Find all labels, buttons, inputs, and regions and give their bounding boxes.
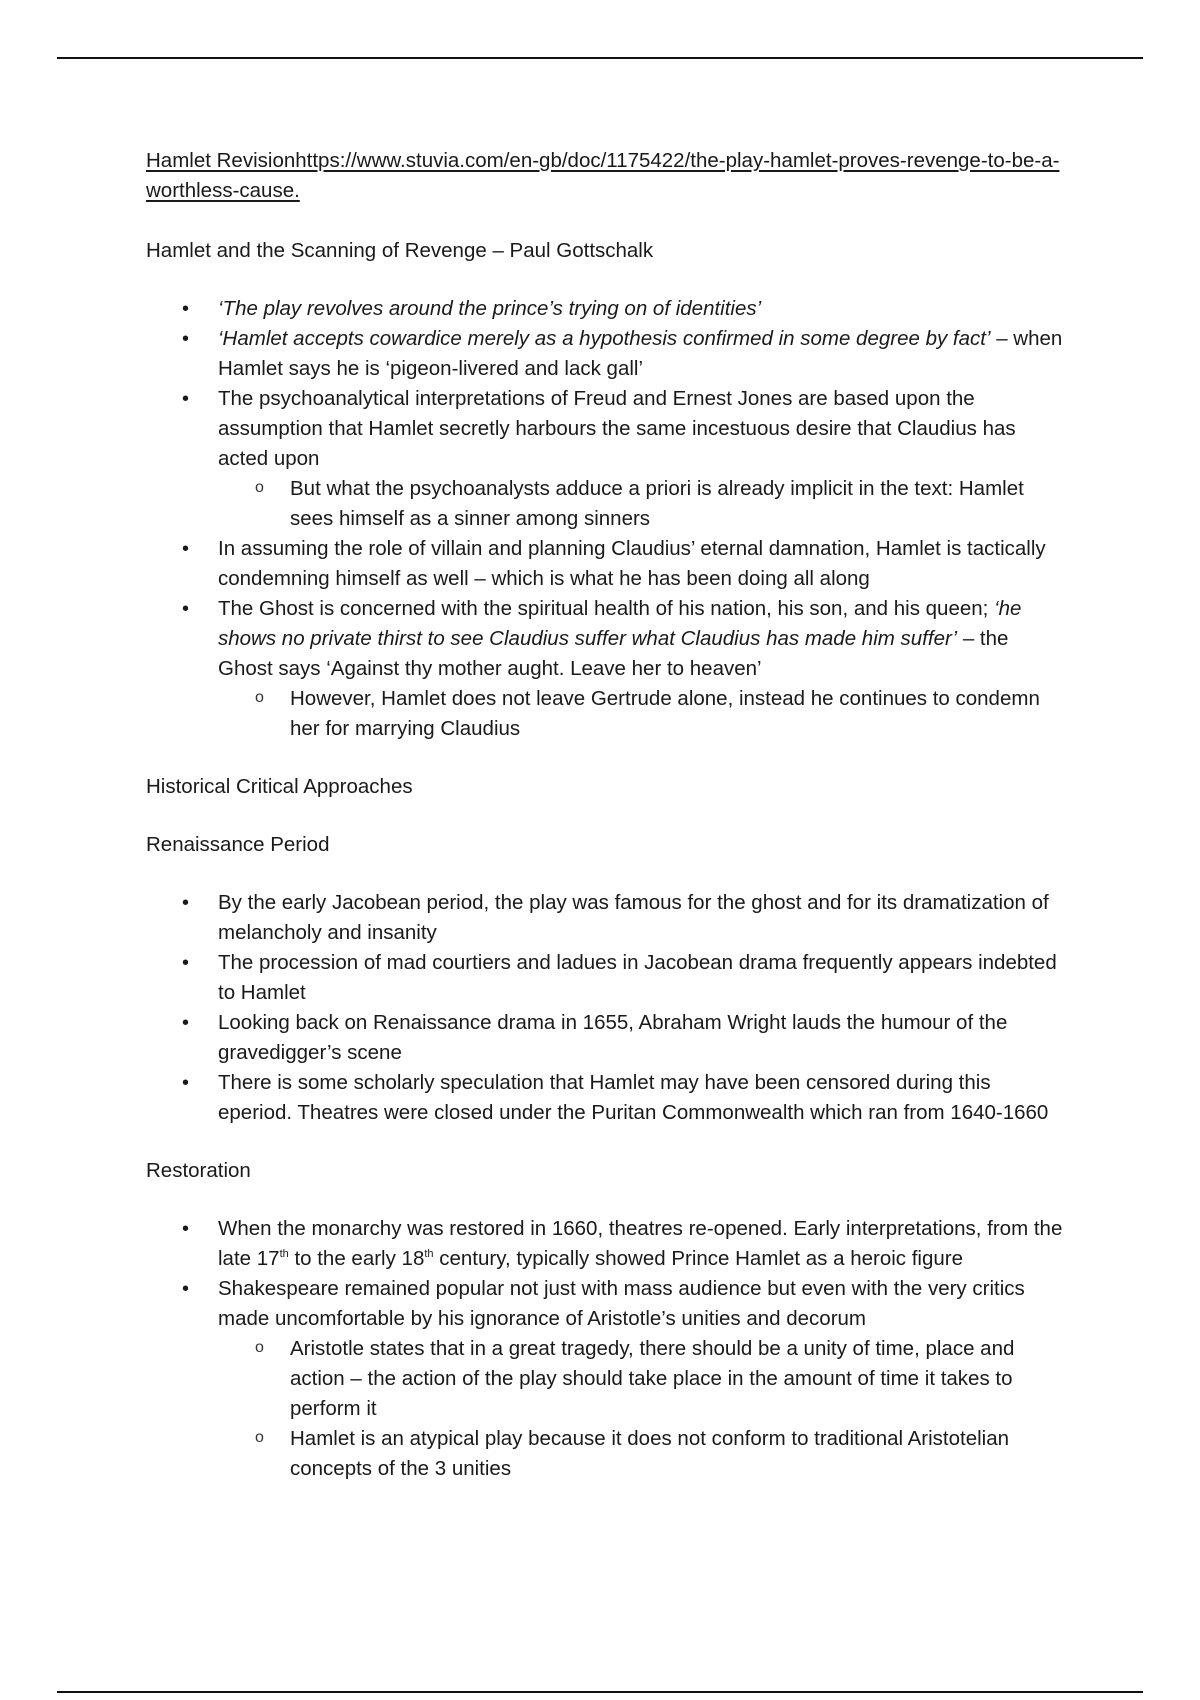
- sub-list-item: o However, Hamlet does not leave Gertrude alone, instead he continues to condemn her for marrying Claudius: [218, 684, 1066, 744]
- list-item: • In assuming the role of villain and planning Claudius’ eternal damnation, Hamlet is tactically condemning himself as well – which is what he has been doing all along: [146, 534, 1066, 594]
- title-link[interactable]: Hamlet Revisionhttps://www.stuvia.com/en-gb/doc/1175422/the-play-hamlet-proves-revenge-to-be-a-worthless-cause.: [146, 149, 1060, 202]
- list-item: [146, 294, 1066, 324]
- list-item: [146, 384, 1066, 534]
- bullet-text: The Ghost is concerned with the spiritual health of his nation, his son, and his queen;: [218, 597, 995, 620]
- quote-text: ‘Hamlet accepts cowardice merely as a hypothesis confirmed in some degree by fact’: [218, 327, 991, 350]
- bullet-text: The psychoanalytical interpretations of Freud and Ernest Jones are based upon the assumption that Hamlet secretly harbours the same incestuous desire that Claudius has acted upon: [218, 387, 1016, 470]
- list-item: • By the early Jacobean period, the play was famous for the ghost and for its dramatization of melancholy and insanity: [146, 888, 1066, 948]
- sub-list-item: o But what the psychoanalysts adduce a priori is already implicit in the text: Hamlet sees himself as a sinner among sinners: [218, 474, 1066, 534]
- quote-text: ‘he shows no private thirst to see Claudius suffer what Claudius has made him suffer’: [218, 597, 1022, 650]
- section-heading-gottschalk: Hamlet and the Scanning of Revenge – Paul Gottschalk: [146, 239, 654, 262]
- list-item: [146, 324, 1066, 384]
- superscript: th: [424, 1248, 434, 1261]
- sub-list: [218, 474, 1066, 534]
- bullet-text: Shakespeare remained popular not just with mass audience but even with the very critics made uncomfortable by his ignorance of Aristotle’s unities and decorum: [218, 1277, 1025, 1330]
- quote-text: ‘The play revolves around the prince’s trying on of identities’: [218, 297, 762, 320]
- bullet-text: – the Ghost says ‘Against thy mother aught. Leave her to heaven’: [218, 627, 1009, 680]
- gottschalk-bullet-list: [146, 294, 1066, 744]
- superscript: th: [279, 1248, 289, 1261]
- list-item: • The procession of mad courtiers and ladues in Jacobean drama frequently appears indebted to Hamlet: [146, 948, 1066, 1008]
- sub-list-item: o Aristotle states that in a great tragedy, there should be a unity of time, place and action – the action of the play should take place in the amount of time it takes to perform it: [218, 1334, 1066, 1424]
- bullet-text: When the monarchy was restored in 1660, theatres re-opened. Early interpretations, from the late 17: [218, 1217, 1063, 1270]
- bullet-text: century, typically showed Prince Hamlet as a heroic figure: [433, 1247, 963, 1270]
- renaissance-bullet-list: [146, 888, 1066, 1128]
- sub-list: [218, 684, 1066, 744]
- list-item: • There is some scholarly speculation that Hamlet may have been censored during this eperiod. Theatres were closed under the Puritan Commonwealth which ran from 1640-1660: [146, 1068, 1066, 1128]
- list-item: [146, 1274, 1066, 1484]
- document-body: [146, 146, 1066, 1484]
- list-item: [146, 594, 1066, 744]
- subheading-renaissance: Renaissance Period: [146, 833, 330, 856]
- restoration-bullet-list: [146, 1214, 1066, 1484]
- footer-rule: [57, 1691, 1143, 1693]
- header-rule: [57, 57, 1143, 59]
- list-item: [146, 1214, 1066, 1274]
- section-heading-historical: Historical Critical Approaches: [146, 775, 413, 798]
- sub-list-item: o Hamlet is an atypical play because it does not conform to traditional Aristotelian concepts of the 3 unities: [218, 1424, 1066, 1484]
- sub-list: [218, 1334, 1066, 1484]
- bullet-text: to the early 18: [288, 1247, 425, 1270]
- section-heading-restoration: Restoration: [146, 1159, 251, 1182]
- bullet-text: – when Hamlet says he is ‘pigeon-livered and lack gall’: [218, 327, 1063, 380]
- list-item: • Looking back on Renaissance drama in 1655, Abraham Wright lauds the humour of the gravedigger’s scene: [146, 1008, 1066, 1068]
